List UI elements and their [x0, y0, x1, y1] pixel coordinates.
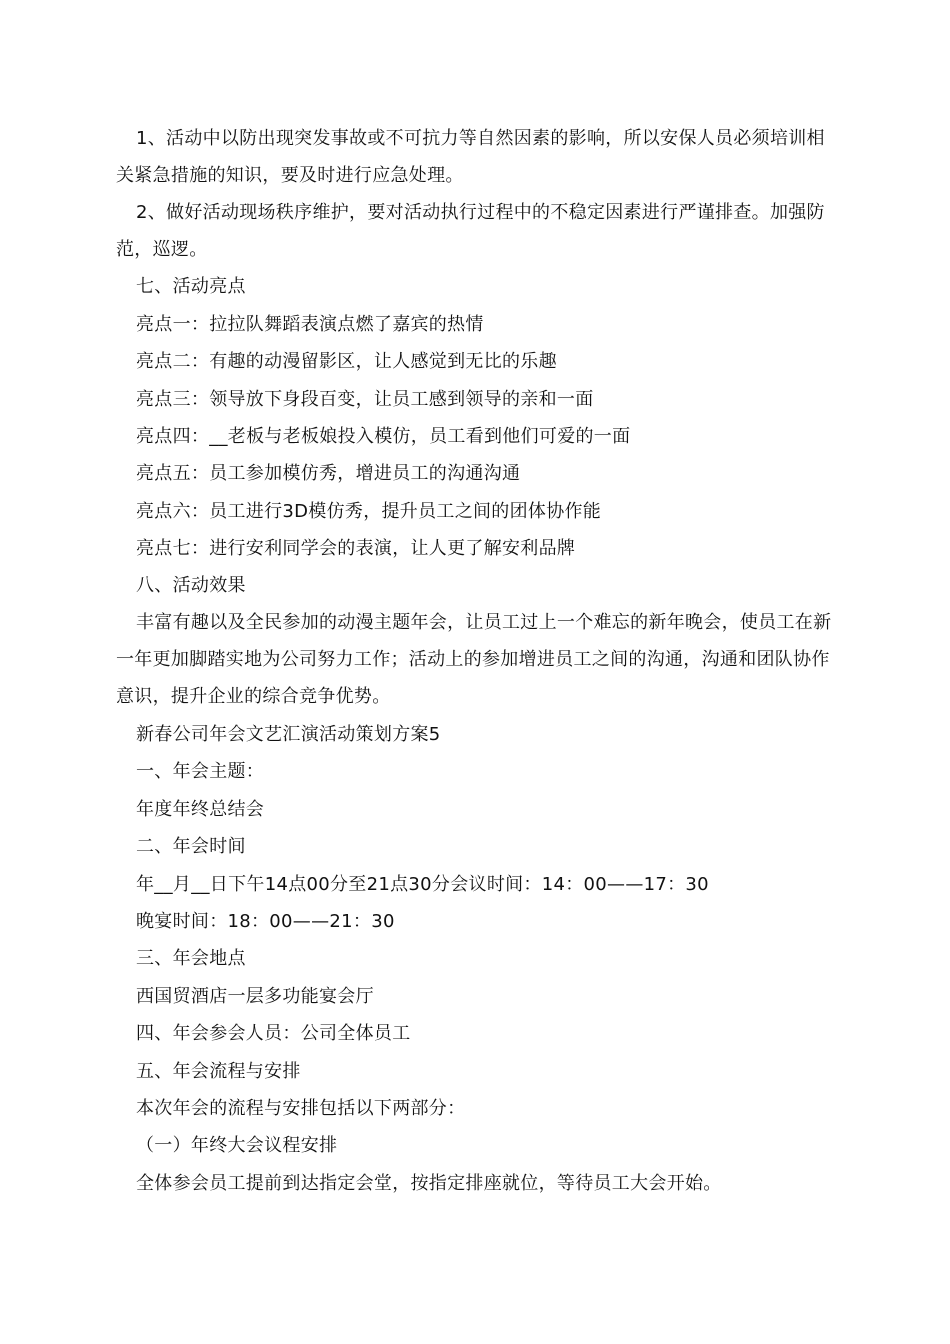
section-heading-effect: 八、活动效果: [136, 575, 246, 596]
section-heading-theme: 一、年会主题：: [136, 761, 265, 782]
banquet-time-text: 晚宴时间：18：00——21：30: [136, 911, 395, 932]
highlight-item-3: 亮点三：领导放下身段百变，让员工感到领导的亲和一面: [136, 389, 594, 410]
highlight-item-5: 亮点五：员工参加模仿秀，增进员工的沟通沟通: [136, 463, 521, 484]
section-heading-venue: 三、年会地点: [136, 948, 246, 969]
theme-text: 年度年终总结会: [136, 799, 265, 820]
venue-text: 西国贸酒店一层多功能宴会厅: [136, 986, 374, 1007]
subsection-heading-agenda: （一）年终大会议程安排: [136, 1135, 338, 1156]
highlight-item-4: 亮点四：__老板与老板娘投入模仿，员工看到他们可爱的一面: [136, 426, 631, 447]
highlight-item-2: 亮点二：有趣的动漫留影区，让人感觉到无比的乐趣: [136, 351, 557, 372]
agenda-text: 全体参会员工提前到达指定会堂，按指定排座就位，等待员工大会开始。: [136, 1173, 722, 1194]
paragraph-effect: 丰富有趣以及全民参加的动漫主题年会，让员工过上一个难忘的新年晚会，使员工在新一年更加脚踏实地为公司努力工作；活动上的参加增进员工之间的沟通，沟通和团队协作意识，提升企业的综合竞争优势。: [116, 612, 832, 707]
process-intro-text: 本次年会的流程与安排包括以下两部分：: [136, 1098, 466, 1119]
highlight-item-7: 亮点七：进行安利同学会的表演，让人更了解安利品牌: [136, 538, 576, 559]
section-heading-time: 二、年会时间: [136, 836, 246, 857]
meeting-time-text: 年__月__日下午14点00分至21点30分会议时间：14：00——17：30: [136, 874, 709, 895]
highlight-item-1: 亮点一：拉拉队舞蹈表演点燃了嘉宾的热情: [136, 314, 484, 335]
section-heading-process: 五、年会流程与安排: [136, 1061, 301, 1082]
paragraph-security-training: 1、活动中以防出现突发事故或不可抗力等自然因素的影响，所以安保人员必须培训相关紧急措施的知识，要及时进行应急处理。: [116, 128, 825, 186]
paragraph-order-maintenance: 2、做好活动现场秩序维护，要对活动执行过程中的不稳定因素进行严谨排查。加强防范，巡逻。: [116, 202, 825, 260]
section-heading-highlights: 七、活动亮点: [136, 276, 246, 297]
plan-title: 新春公司年会文艺汇演活动策划方案5: [136, 724, 441, 745]
highlight-item-6: 亮点六：员工进行3D模仿秀，提升员工之间的团体协作能: [136, 501, 602, 522]
section-heading-attendees: 四、年会参会人员：公司全体员工: [136, 1023, 411, 1044]
